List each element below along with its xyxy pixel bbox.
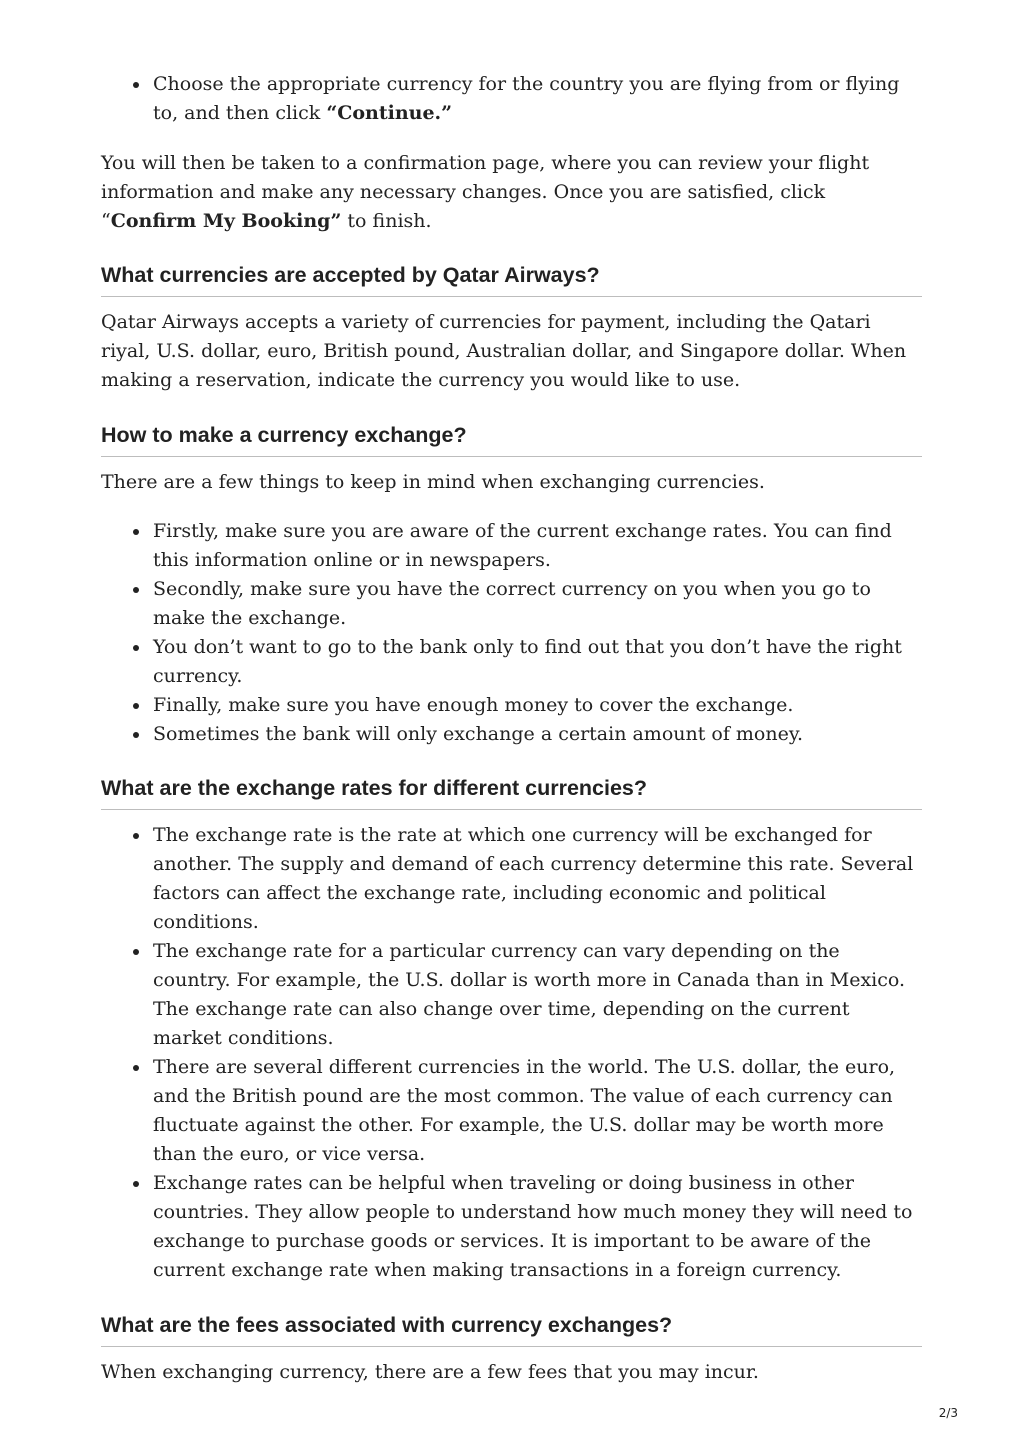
section-heading-exchange-rates: What are the exchange rates for different currencies?	[101, 775, 922, 810]
section-paragraph: Qatar Airways accepts a variety of currencies for payment, including the Qatari riyal, U.S. dollar, euro, British pound, Australian dollar, and Singapore dollar. When making a reservation, indicate the currency you would like to use.	[101, 311, 907, 391]
list-item: Secondly, make sure you have the correct currency on you when you go to make the exchange.	[153, 575, 922, 633]
confirm-booking-label: Confirm My Booking”	[110, 210, 342, 232]
list-item: The exchange rate is the rate at which one currency will be exchanged for another. The supply and demand of each currency determine this rate. Several factors can affect the exchange rate, including economic and political conditions.	[153, 821, 922, 937]
paragraph-text: to finish.	[341, 210, 432, 232]
exchange-rates-list	[101, 821, 922, 1285]
list-item: Sometimes the bank will only exchange a certain amount of money.	[153, 720, 922, 749]
section-heading-accepted-currencies: What currencies are accepted by Qatar Airways?	[101, 262, 922, 297]
page-number: 2/3	[938, 1406, 958, 1420]
list-item: Exchange rates can be helpful when traveling or doing business in other countries. They allow people to understand how much money they will need to exchange to purchase goods or services. It is important to be aware of the current exchange rate when making transactions in a foreign currency.	[153, 1169, 922, 1285]
paragraph-text: You will then be taken to a confirmation page, where you can review your flight information and make any necessary changes. Once you are satisfied, click “	[101, 152, 870, 232]
article-body	[101, 70, 922, 1387]
list-item: Finally, make sure you have enough money to cover the exchange.	[153, 691, 922, 720]
intro-list	[101, 70, 922, 128]
list-item: You don’t want to go to the bank only to find out that you don’t have the right currency.	[153, 633, 922, 691]
section-paragraph: There are a few things to keep in mind when exchanging currencies.	[101, 471, 765, 493]
list-item: The exchange rate for a particular currency can vary depending on the country. For example, the U.S. dollar is worth more in Canada than in Mexico. The exchange rate can also change over time, depending on the current market conditions.	[153, 937, 922, 1053]
list-item	[153, 70, 922, 128]
list-item: Firstly, make sure you are aware of the current exchange rates. You can find this information online or in newspapers.	[153, 517, 922, 575]
continue-label: “Continue.”	[326, 102, 453, 124]
list-item-text: Choose the appropriate currency for the country you are flying from or flying to, and then click	[153, 73, 900, 124]
confirmation-paragraph	[101, 149, 922, 236]
exchange-tips-list	[101, 517, 922, 749]
list-item: There are several different currencies in the world. The U.S. dollar, the euro, and the British pound are the most common. The value of each currency can fluctuate against the other. For example, the U.S. dollar may be worth more than the euro, or vice versa.	[153, 1053, 922, 1169]
section-paragraph: When exchanging currency, there are a few fees that you may incur.	[101, 1361, 759, 1383]
section-heading-currency-exchange: How to make a currency exchange?	[101, 422, 922, 457]
section-heading-exchange-fees: What are the fees associated with currency exchanges?	[101, 1312, 922, 1347]
